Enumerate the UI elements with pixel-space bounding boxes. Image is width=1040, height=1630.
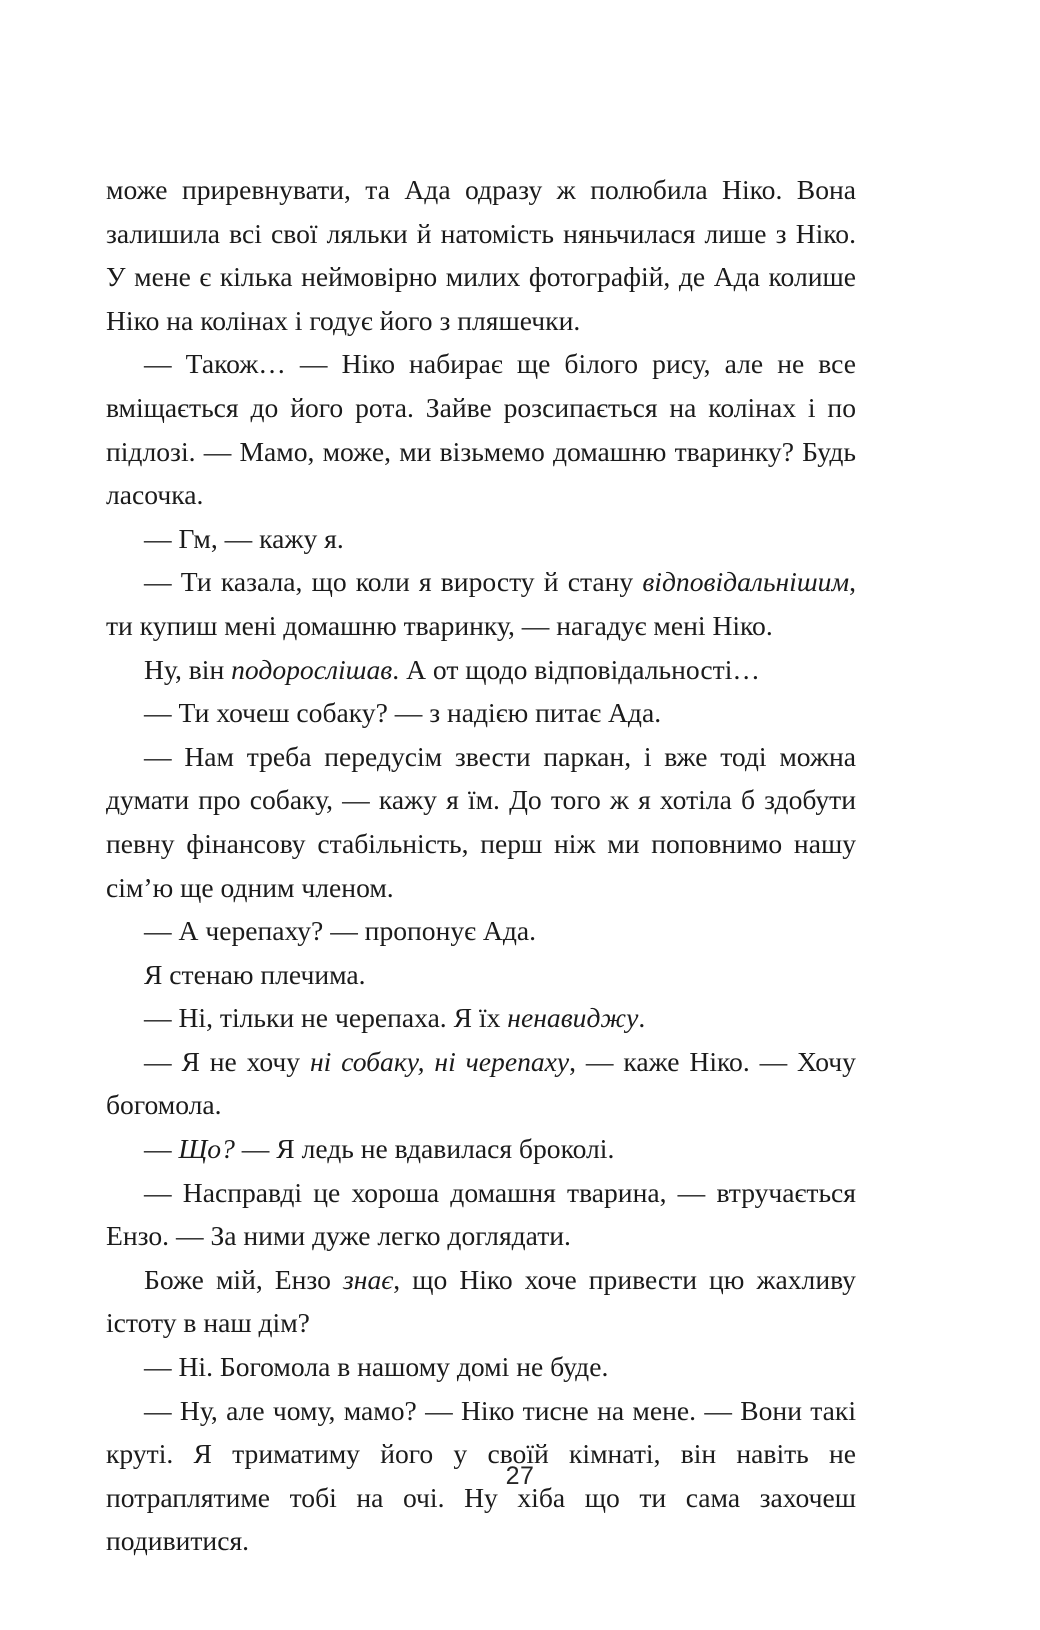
body-paragraph <box>106 1127 856 1171</box>
page-number: 27 <box>505 1462 535 1490</box>
body-text-run: — Ти казала, що коли я виросту й стану <box>144 566 643 598</box>
body-paragraph <box>106 342 856 516</box>
body-paragraph <box>106 735 856 909</box>
body-text-run: — Нам треба передусім звести паркан, і вже тоді можна думати про собаку, — кажу я їм. До того ж я хотіла б здобути певну фінансову стабільність, перш ніж ми поповнимо нашу сім’ю ще одним членом. <box>106 740 856 903</box>
body-text-run: — Гм, — кажу я. <box>144 522 344 554</box>
body-text-run: — Ні. Богомола в нашому домі не буде. <box>144 1351 609 1383</box>
body-paragraph <box>106 1040 856 1127</box>
body-text-run: Ну, він <box>144 653 232 685</box>
emphasis-text: відповідальнішим <box>642 566 850 598</box>
body-paragraph <box>106 691 856 735</box>
body-text-run: . <box>638 1002 646 1034</box>
emphasis-text: ненавиджу <box>507 1002 639 1034</box>
body-text-run: , — каже Ніко. — Хочу богомола. <box>106 1045 856 1121</box>
body-paragraph <box>106 1258 856 1345</box>
emphasis-text: подорослішав <box>231 653 393 685</box>
emphasis-text: знає <box>343 1263 394 1295</box>
body-text-run: , що Ніко хоче привести цю жахливу істоту в наш дім? <box>106 1263 856 1339</box>
body-paragraph <box>106 560 856 647</box>
body-text-run: — Я ледь не вдавилася броколі. <box>234 1133 615 1165</box>
body-text-run: — <box>144 1133 179 1165</box>
body-paragraph <box>106 1171 856 1258</box>
body-text-run: Я стенаю плечима. <box>144 958 366 990</box>
body-paragraph <box>106 648 856 692</box>
body-text-run: — А черепаху? — пропонує Ада. <box>144 915 537 947</box>
body-paragraph <box>106 168 856 342</box>
body-text-run: — Я не хочу <box>144 1045 310 1077</box>
body-text-run: — Також… — Ніко набирає ще білого рису, але не все вміщається до його рота. Зайве розсипається на колінах і по підлозі. — Мамо, може, ми візьмемо домашню тваринку? Будь ласочка. <box>106 348 856 511</box>
body-text-run: . А от щодо відповідальності… <box>392 653 760 685</box>
body-paragraph <box>106 1345 856 1389</box>
body-text-run: — Ні, тільки не черепаха. Я їх <box>144 1002 508 1034</box>
body-paragraph <box>106 909 856 953</box>
body-text-run: , ти купиш мені домашню тваринку, — нагадує мені Ніко. <box>106 566 856 641</box>
body-paragraph <box>106 953 856 997</box>
body-text-run: — Ти хочеш собаку? — з надією питає Ада. <box>144 697 662 729</box>
body-text-run: може приревнувати, та Ада одразу ж полюбила Ніко. Вона залишила всі свої ляльки й натомість няньчилася лише з Ніко. У мене є кілька неймовірно милих фотографій, де Ада колише Ніко на колінах і годує його з пляшечки. <box>106 174 856 336</box>
body-text-run: — Ну, але чому, мамо? — Ніко тисне на мене. — Вони такі круті. Я триматиму його у своїй кімнаті, він навіть не потраплятиме тобі на очі. Ну хіба що ти сама захочеш подивитися. <box>106 1394 856 1557</box>
body-text-run: — Насправді це хороша домашня тварина, — втручається Ензо. — За ними дуже легко доглядати. <box>106 1176 856 1252</box>
body-paragraph <box>106 517 856 561</box>
page-text-column <box>106 168 856 1563</box>
emphasis-text: Що? <box>178 1133 235 1165</box>
body-paragraph <box>106 996 856 1040</box>
body-text-run: Боже мій, Ензо <box>144 1263 343 1295</box>
emphasis-text: ні собаку, ні черепаху <box>309 1045 570 1077</box>
